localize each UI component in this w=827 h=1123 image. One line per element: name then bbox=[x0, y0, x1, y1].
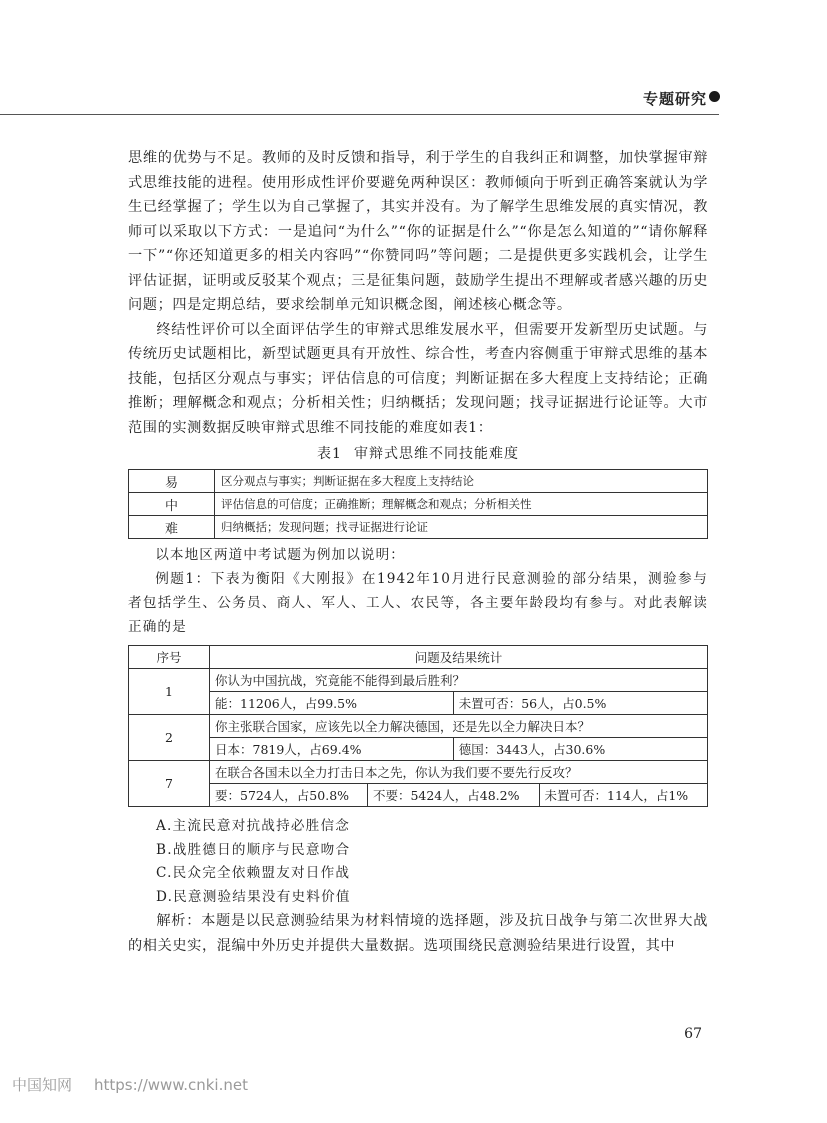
table-row bbox=[129, 516, 708, 539]
table-row bbox=[129, 784, 708, 807]
answer-cell: 不要：5424人，占48.2% bbox=[367, 784, 539, 807]
answer-cell: 日本：7819人，占69.4% bbox=[210, 738, 454, 761]
table-header-row bbox=[129, 646, 708, 669]
bullet-icon bbox=[709, 91, 720, 102]
watermark-url[interactable]: https://www.cnki.net bbox=[94, 1076, 248, 1094]
table-row bbox=[129, 761, 708, 784]
table-row bbox=[129, 669, 708, 692]
table-row bbox=[129, 470, 708, 493]
article-body bbox=[128, 146, 708, 958]
difficulty-level: 易 bbox=[129, 470, 215, 493]
table-row bbox=[129, 715, 708, 738]
table-row bbox=[129, 493, 708, 516]
section-header: 专题研究 bbox=[642, 90, 707, 108]
skill-list: 评估信息的可信度；正确推断；理解概念和观点；分析相关性 bbox=[215, 493, 708, 516]
paragraph: 思维的优势与不足。教师的及时反馈和指导，利于学生的自我纠正和调整，加快掌握审辩式思维技能的进程。使用形成性评价要避免两种误区：教师倾向于听到正确答案就认为学生已经掌握了；学生以为自己掌握了，其实并没有。为了解学生思维发展的真实情况，教师可以采取以下方式：一是追问“为什么”“你的证据是什么”“你是怎么知道的”“请你解释一下”“你还知道更多的相关内容吗”“你赞同吗”等问题；二是提供更多实践机会，让学生评估证据，证明或反驳某个观点；三是征集问题，鼓励学生提出不理解或者感兴趣的历史问题；四是定期总结，要求绘制单元知识概念图，阐述核心概念等。 bbox=[128, 150, 708, 313]
difficulty-level: 难 bbox=[129, 516, 215, 539]
answer-cell: 未置可否：56人，占0.5% bbox=[453, 692, 707, 715]
option-d: D.民意测验结果没有史料价值 bbox=[156, 888, 351, 905]
question-index: 1 bbox=[129, 669, 210, 715]
difficulty-table bbox=[128, 469, 708, 539]
analysis-text: 解析：本题是以民意测验结果为材料情境的选择题，涉及抗日战争与第二次世界大战的相关史实，混编中外历史并提供大量数据。选项围绕民意测验结果进行设置，其中 bbox=[128, 913, 708, 954]
table-row bbox=[129, 738, 708, 761]
answer-cell: 能：11206人，占99.5% bbox=[210, 692, 454, 715]
watermark bbox=[12, 1074, 248, 1095]
answer-cell: 要：5724人，占50.8% bbox=[210, 784, 368, 807]
table-number: 表1 bbox=[317, 446, 342, 462]
table-row bbox=[129, 692, 708, 715]
table-caption bbox=[128, 443, 708, 463]
header-divider bbox=[0, 114, 719, 115]
question-index: 7 bbox=[129, 761, 210, 807]
poll-table bbox=[128, 645, 708, 807]
answer-cell: 德国：3443人，占30.6% bbox=[453, 738, 707, 761]
answer-options bbox=[128, 815, 708, 909]
intro-text: 以本地区两道中考试题为例加以说明： bbox=[155, 547, 405, 563]
skill-list: 归纳概括；发现问题；找寻证据进行论证 bbox=[215, 516, 708, 539]
option-b: B.战胜德日的顺序与民意吻合 bbox=[156, 841, 351, 858]
example-stem: 例题1：下表为衡阳《大刚报》在1942年10月进行民意测验的部分结果，测验参与者包括学生、公务员、商人、军人、工人、农民等，各主要年龄段均有参与。对此表解读正确的是 bbox=[128, 571, 708, 635]
page-number: 67 bbox=[684, 1026, 702, 1042]
question-text: 你主张联合国家，应该先以全力解决德国，还是先以全力解决日本？ bbox=[210, 715, 708, 738]
question-text: 在联合各国未以全力打击日本之先，你认为我们要不要先行反攻？ bbox=[210, 761, 708, 784]
watermark-brand: 中国知网 bbox=[12, 1076, 73, 1094]
answer-cell: 未置可否：114人，占1% bbox=[539, 784, 708, 807]
option-c: C.民众完全依赖盟友对日作战 bbox=[156, 865, 351, 881]
column-header: 序号 bbox=[129, 646, 210, 669]
option-a: A.主流民意对抗战持必胜信念 bbox=[156, 818, 351, 834]
question-text: 你认为中国抗战，究竟能不能得到最后胜利？ bbox=[210, 669, 708, 692]
table-title: 审辩式思维不同技能难度 bbox=[353, 446, 519, 462]
skill-list: 区分观点与事实；判断证据在多大程度上支持结论 bbox=[215, 470, 708, 493]
question-index: 2 bbox=[129, 715, 210, 761]
paragraph: 终结性评价可以全面评估学生的审辩式思维发展水平，但需要开发新型历史试题。与传统历史试题相比，新型试题更具有开放性、综合性，考查内容侧重于审辩式思维的基本技能，包括区分观点与事实；评估信息的可信度；判断证据在多大程度上支持结论；正确推断；理解概念和观点；分析相关性；归纳概括；发现问题；找寻证据进行论证等。大市范围的实测数据反映审辩式思维不同技能的难度如表1： bbox=[128, 321, 708, 436]
column-header: 问题及结果统计 bbox=[210, 646, 708, 669]
difficulty-level: 中 bbox=[129, 493, 215, 516]
